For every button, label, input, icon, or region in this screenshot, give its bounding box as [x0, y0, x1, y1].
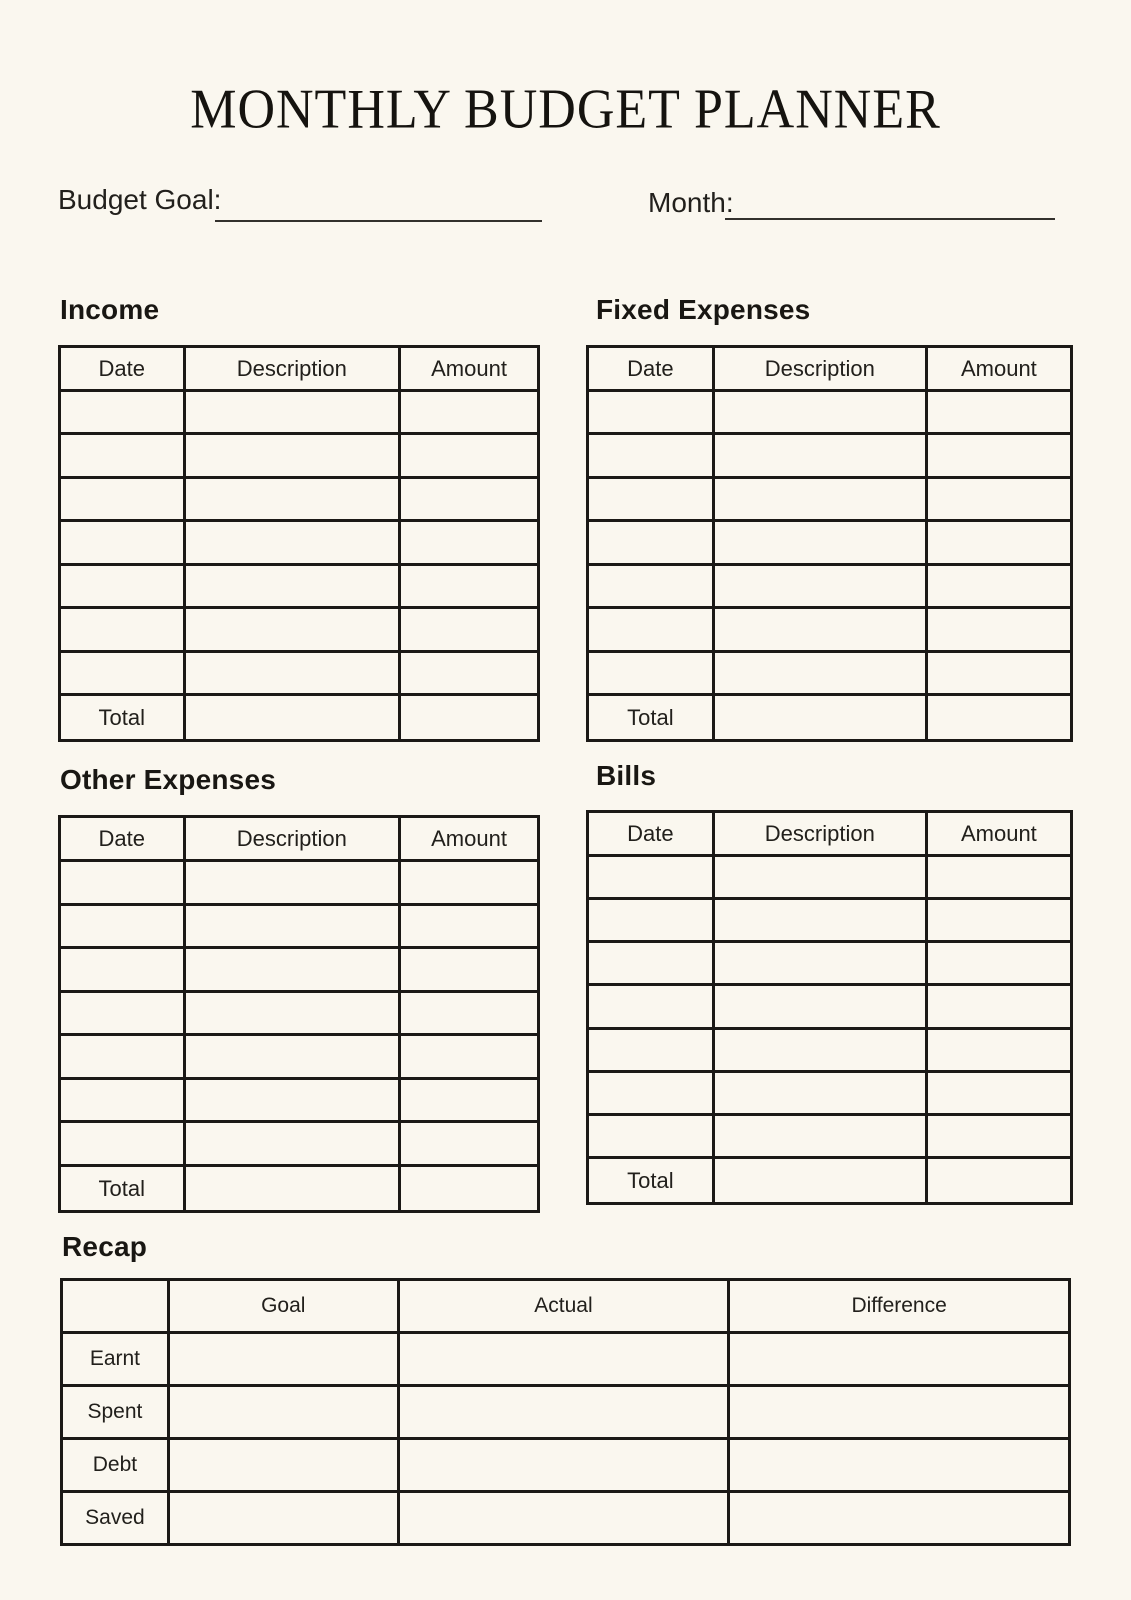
empty-cell — [400, 608, 539, 651]
empty-cell — [588, 1114, 714, 1157]
empty-cell — [588, 391, 714, 434]
empty-cell — [400, 861, 539, 905]
fixed-expenses-table — [586, 345, 1073, 742]
recap-row-label: Saved — [62, 1492, 169, 1545]
recap-column-goal: Goal — [168, 1280, 398, 1333]
empty-cell — [926, 391, 1071, 434]
empty-cell — [60, 904, 185, 948]
ledger-empty-row — [60, 904, 539, 948]
empty-cell — [400, 948, 539, 992]
empty-cell — [588, 942, 714, 985]
empty-cell — [400, 651, 539, 694]
ledger-empty-row — [588, 985, 1072, 1028]
empty-cell — [713, 564, 926, 607]
ledger-empty-row — [60, 651, 539, 694]
empty-cell — [184, 1078, 400, 1122]
ledger-empty-row — [588, 899, 1072, 942]
empty-cell — [168, 1333, 398, 1386]
empty-cell — [713, 651, 926, 694]
empty-cell — [184, 564, 400, 607]
empty-cell — [184, 477, 400, 520]
empty-cell — [60, 608, 185, 651]
empty-cell — [184, 434, 400, 477]
bills-heading: Bills — [596, 760, 657, 791]
recap-corner-cell — [62, 1280, 169, 1333]
ledger-empty-row — [588, 564, 1072, 607]
empty-cell — [60, 991, 185, 1035]
total-amount-cell — [400, 1166, 539, 1212]
column-header-date: Date — [60, 817, 185, 861]
total-row — [588, 695, 1072, 741]
empty-cell — [400, 521, 539, 564]
column-header-description: Description — [184, 817, 400, 861]
empty-cell — [713, 477, 926, 520]
empty-cell — [588, 608, 714, 651]
empty-cell — [184, 521, 400, 564]
recap-row-label: Spent — [62, 1386, 169, 1439]
income-table — [58, 345, 540, 742]
total-description-cell — [713, 1158, 926, 1204]
empty-cell — [60, 651, 185, 694]
recap-row-saved — [62, 1492, 1070, 1545]
empty-cell — [713, 1114, 926, 1157]
recap-row-debt — [62, 1439, 1070, 1492]
empty-cell — [184, 391, 400, 434]
total-row — [60, 695, 539, 741]
total-description-cell — [713, 695, 926, 741]
ledger-empty-row — [588, 391, 1072, 434]
budget-goal-line — [215, 220, 542, 222]
empty-cell — [60, 391, 185, 434]
ledger-empty-row — [588, 1071, 1072, 1114]
empty-cell — [926, 608, 1071, 651]
empty-cell — [713, 942, 926, 985]
empty-cell — [184, 651, 400, 694]
column-header-description: Description — [713, 812, 926, 856]
ledger-empty-row — [60, 564, 539, 607]
empty-cell — [588, 651, 714, 694]
ledger-empty-row — [588, 1028, 1072, 1071]
ledger-empty-row — [588, 477, 1072, 520]
page-title: MONTHLY BUDGET PLANNER — [190, 79, 941, 141]
ledger-empty-row — [60, 1078, 539, 1122]
empty-cell — [60, 861, 185, 905]
recap-column-actual: Actual — [398, 1280, 729, 1333]
ledger-empty-row — [60, 1035, 539, 1079]
empty-cell — [588, 899, 714, 942]
empty-cell — [713, 521, 926, 564]
empty-cell — [184, 948, 400, 992]
empty-cell — [729, 1386, 1070, 1439]
ledger-empty-row — [60, 391, 539, 434]
empty-cell — [588, 521, 714, 564]
empty-cell — [184, 1035, 400, 1079]
total-amount-cell — [926, 695, 1071, 741]
total-label: Total — [588, 1158, 714, 1204]
column-header-amount: Amount — [400, 817, 539, 861]
empty-cell — [926, 1028, 1071, 1071]
total-label: Total — [588, 695, 714, 741]
empty-cell — [588, 985, 714, 1028]
empty-cell — [400, 1078, 539, 1122]
empty-cell — [60, 477, 185, 520]
recap-row-label: Earnt — [62, 1333, 169, 1386]
recap-heading: Recap — [62, 1231, 148, 1262]
total-amount-cell — [926, 1158, 1071, 1204]
empty-cell — [400, 434, 539, 477]
empty-cell — [713, 434, 926, 477]
empty-cell — [60, 1035, 185, 1079]
empty-cell — [588, 434, 714, 477]
ledger-empty-row — [60, 434, 539, 477]
column-header-amount: Amount — [926, 347, 1071, 391]
column-header-date: Date — [60, 347, 185, 391]
column-header-amount: Amount — [400, 347, 539, 391]
empty-cell — [400, 477, 539, 520]
ledger-empty-row — [60, 861, 539, 905]
empty-cell — [60, 1078, 185, 1122]
empty-cell — [713, 608, 926, 651]
total-label: Total — [60, 695, 185, 741]
empty-cell — [400, 391, 539, 434]
empty-cell — [400, 1122, 539, 1166]
empty-cell — [588, 564, 714, 607]
empty-cell — [713, 1028, 926, 1071]
ledger-empty-row — [60, 991, 539, 1035]
empty-cell — [184, 904, 400, 948]
recap-row-spent — [62, 1386, 1070, 1439]
empty-cell — [398, 1439, 729, 1492]
empty-cell — [926, 899, 1071, 942]
empty-cell — [729, 1439, 1070, 1492]
ledger-empty-row — [60, 948, 539, 992]
other-expenses-table — [58, 815, 540, 1213]
ledger-empty-row — [588, 1114, 1072, 1157]
empty-cell — [926, 985, 1071, 1028]
empty-cell — [926, 521, 1071, 564]
empty-cell — [926, 856, 1071, 899]
empty-cell — [588, 1028, 714, 1071]
column-header-amount: Amount — [926, 812, 1071, 856]
empty-cell — [60, 521, 185, 564]
empty-cell — [184, 861, 400, 905]
ledger-empty-row — [60, 477, 539, 520]
empty-cell — [184, 608, 400, 651]
total-row — [588, 1158, 1072, 1204]
fixed-expenses-heading: Fixed Expenses — [596, 294, 811, 325]
empty-cell — [926, 434, 1071, 477]
ledger-empty-row — [60, 1122, 539, 1166]
column-header-date: Date — [588, 347, 714, 391]
column-header-description: Description — [184, 347, 400, 391]
empty-cell — [400, 564, 539, 607]
empty-cell — [926, 942, 1071, 985]
total-row — [60, 1166, 539, 1212]
empty-cell — [60, 1122, 185, 1166]
empty-cell — [713, 899, 926, 942]
empty-cell — [926, 477, 1071, 520]
empty-cell — [926, 564, 1071, 607]
empty-cell — [184, 1122, 400, 1166]
empty-cell — [588, 477, 714, 520]
empty-cell — [398, 1492, 729, 1545]
empty-cell — [926, 651, 1071, 694]
empty-cell — [398, 1333, 729, 1386]
empty-cell — [400, 1035, 539, 1079]
ledger-empty-row — [588, 434, 1072, 477]
ledger-empty-row — [588, 608, 1072, 651]
empty-cell — [168, 1492, 398, 1545]
total-description-cell — [184, 695, 400, 741]
empty-cell — [926, 1071, 1071, 1114]
empty-cell — [400, 904, 539, 948]
bills-table — [586, 810, 1073, 1205]
empty-cell — [588, 856, 714, 899]
recap-column-difference: Difference — [729, 1280, 1070, 1333]
total-amount-cell — [400, 695, 539, 741]
empty-cell — [713, 985, 926, 1028]
empty-cell — [713, 391, 926, 434]
recap-row-label: Debt — [62, 1439, 169, 1492]
ledger-empty-row — [588, 521, 1072, 564]
empty-cell — [60, 564, 185, 607]
ledger-empty-row — [588, 651, 1072, 694]
recap-row-earnt — [62, 1333, 1070, 1386]
ledger-empty-row — [60, 608, 539, 651]
empty-cell — [729, 1333, 1070, 1386]
empty-cell — [184, 991, 400, 1035]
column-header-date: Date — [588, 812, 714, 856]
empty-cell — [398, 1386, 729, 1439]
recap-table — [60, 1278, 1071, 1546]
budget-goal-label: Budget Goal: — [58, 184, 222, 215]
empty-cell — [168, 1386, 398, 1439]
ledger-empty-row — [588, 856, 1072, 899]
empty-cell — [588, 1071, 714, 1114]
empty-cell — [60, 948, 185, 992]
ledger-empty-row — [60, 521, 539, 564]
month-label: Month: — [648, 187, 734, 218]
month-line — [725, 218, 1055, 220]
empty-cell — [713, 1071, 926, 1114]
empty-cell — [713, 856, 926, 899]
empty-cell — [60, 434, 185, 477]
other-expenses-heading: Other Expenses — [60, 764, 276, 795]
empty-cell — [400, 991, 539, 1035]
empty-cell — [729, 1492, 1070, 1545]
empty-cell — [926, 1114, 1071, 1157]
total-label: Total — [60, 1166, 185, 1212]
income-heading: Income — [60, 294, 160, 325]
total-description-cell — [184, 1166, 400, 1212]
ledger-empty-row — [588, 942, 1072, 985]
column-header-description: Description — [713, 347, 926, 391]
empty-cell — [168, 1439, 398, 1492]
